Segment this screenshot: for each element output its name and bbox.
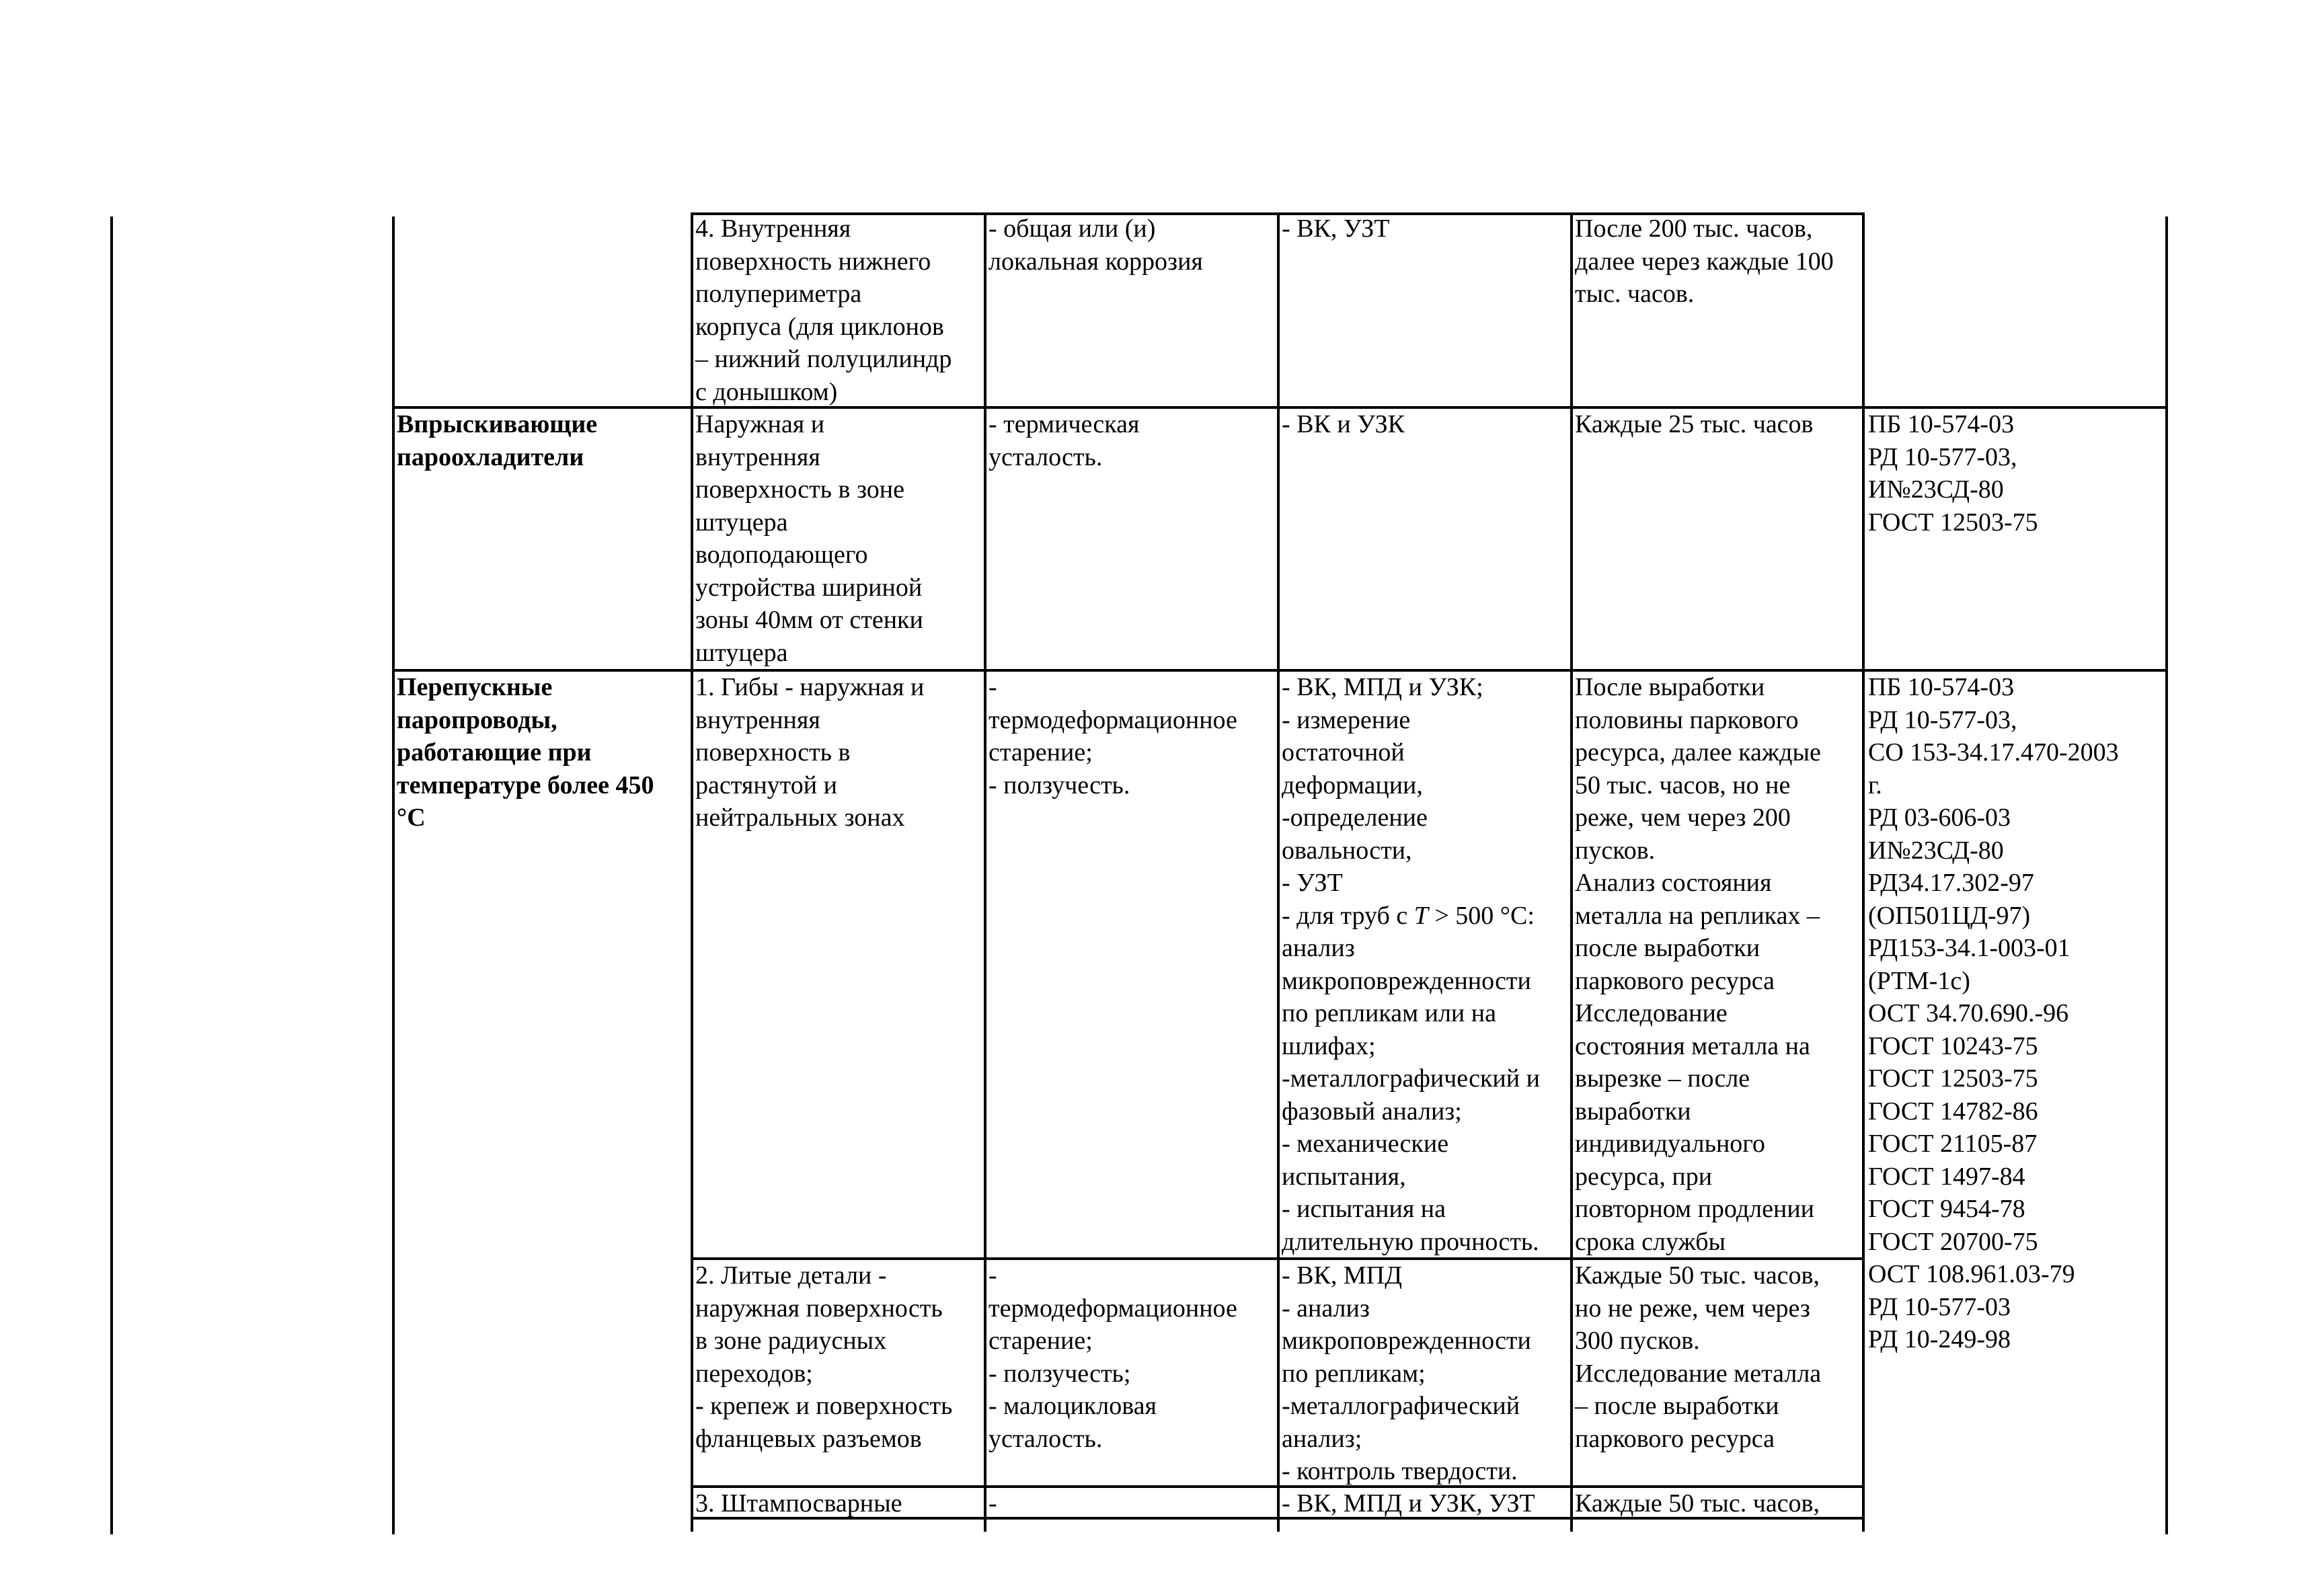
cell-periodicity-attemperators: Каждые 25 тыс. часов <box>1575 410 1814 438</box>
cell-damage-attemperators: - термическая усталость. <box>989 410 1140 471</box>
cell-location-cast-parts: 2. Литые детали - наружная поверхность в зоне радиусных переходов; - крепеж и поверхность фланцевых разъемов <box>695 1261 953 1453</box>
col-rule-location-left <box>691 212 693 1532</box>
cell-periodicity-stamped-welded: Каждые 50 тыс. часов, <box>1575 1489 1820 1518</box>
cell-element-bypass-pipes: Перепускные паропроводы, работающие при температуре более 450 °С <box>397 673 654 832</box>
right-page-rule <box>2165 217 2168 1534</box>
col-rule-periodicity-right <box>1862 212 1865 1532</box>
cell-damage-bends: - термодеформационное старение; - ползучесть. <box>989 673 1237 799</box>
cell-methods-bends <box>1282 671 1570 1258</box>
left-page-rule <box>110 217 113 1534</box>
element-column-rule <box>392 217 395 1534</box>
methods-bends-text-a: - ВК, МПД и УЗК; - измерение остаточной деформации, -определение овальности, - УЗТ - для труб с <box>1282 673 1483 930</box>
cell-documents-bypass-pipes: ПБ 10-574-03 РД 10-577-03, СО 153-34.17.470-2003 г. РД 03-606-03 И№23СД-80 РД34.17.302-97 (ОП501ЦД-97) РД153-34.1-003-01 (РТМ-1с) ОСТ 34.70.690.-96 ГОСТ 10243-75 ГОСТ 12503-75 ГОСТ 14782-86 ГОСТ 21105-87 ГОСТ 1497-84 ГОСТ 9454-78 ГОСТ 20700-75 ОСТ 108.961.03-79 РД 10-577-03 РД 10-249-98 <box>1868 673 2119 1353</box>
cell-element-attemperators: Впрыскивающие пароохладители <box>397 410 598 471</box>
cell-damage-stamped-welded: - <box>989 1489 997 1518</box>
cell-location-inner-surface: 4. Внутренняя поверхность нижнего полупериметра корпуса (для циклонов – нижний полуцилиндр с донышком) <box>695 214 952 406</box>
cell-periodicity-cast-parts: Каждые 50 тыс. часов, но не реже, чем через 300 пусков. Исследование металла – после выработки паркового ресурса <box>1575 1261 1822 1453</box>
col-rule-periodicity-left <box>1570 212 1573 1532</box>
cell-location-stamped-welded: 3. Штампосварные <box>695 1489 902 1518</box>
cell-methods-inner-surface: - ВК, УЗТ <box>1282 214 1390 243</box>
cell-periodicity-bends: После выработки половины паркового ресурса, далее каждые 50 тыс. часов, но не реже, чем через 200 пусков. Анализ состояния металла на репликах – после выработки паркового ресурса Исследование состояния металла на вырезке – после выработки индивидуального ресурса, при повторном продлении срока службы <box>1575 673 1821 1256</box>
methods-bends-text-b: > 500 °С: анализ микроповрежденности по репликам или на шлифах; -металлографический и фазовый анализ; - механические испытания, - испытания на длительную прочность. <box>1282 901 1540 1256</box>
cell-damage-inner-surface: - общая или (и) локальная коррозия <box>989 214 1203 276</box>
col-rule-methods-left <box>1277 212 1280 1532</box>
cell-periodicity-inner-surface: После 200 тыс. часов, далее через каждые 100 тыс. часов. <box>1575 214 1834 308</box>
cell-methods-cast-parts: - ВК, МПД - анализ микроповрежденности по репликам; -металлографический анализ; - контроль твердости. <box>1282 1261 1531 1485</box>
cell-location-bends: 1. Гибы - наружная и внутренняя поверхность в растянутой и нейтральных зонах <box>695 673 925 832</box>
cell-documents-attemperators: ПБ 10-574-03 РД 10-577-03, И№23СД-80 ГОСТ 12503-75 <box>1868 410 2038 537</box>
methods-bends-temperature-symbol: Т <box>1413 901 1428 930</box>
cell-methods-stamped-welded: - ВК, МПД и УЗК, УЗТ <box>1282 1489 1535 1518</box>
col-rule-damage-left <box>984 212 986 1532</box>
cell-methods-attemperators: - ВК и УЗК <box>1282 410 1405 438</box>
cell-damage-cast-parts: - термодеформационное старение; - ползучесть; - малоцикловая усталость. <box>989 1261 1237 1453</box>
cell-location-attemperators: Наружная и внутренняя поверхность в зоне штуцера водоподающего устройства шириной зоны 40мм от стенки штуцера <box>695 410 923 667</box>
